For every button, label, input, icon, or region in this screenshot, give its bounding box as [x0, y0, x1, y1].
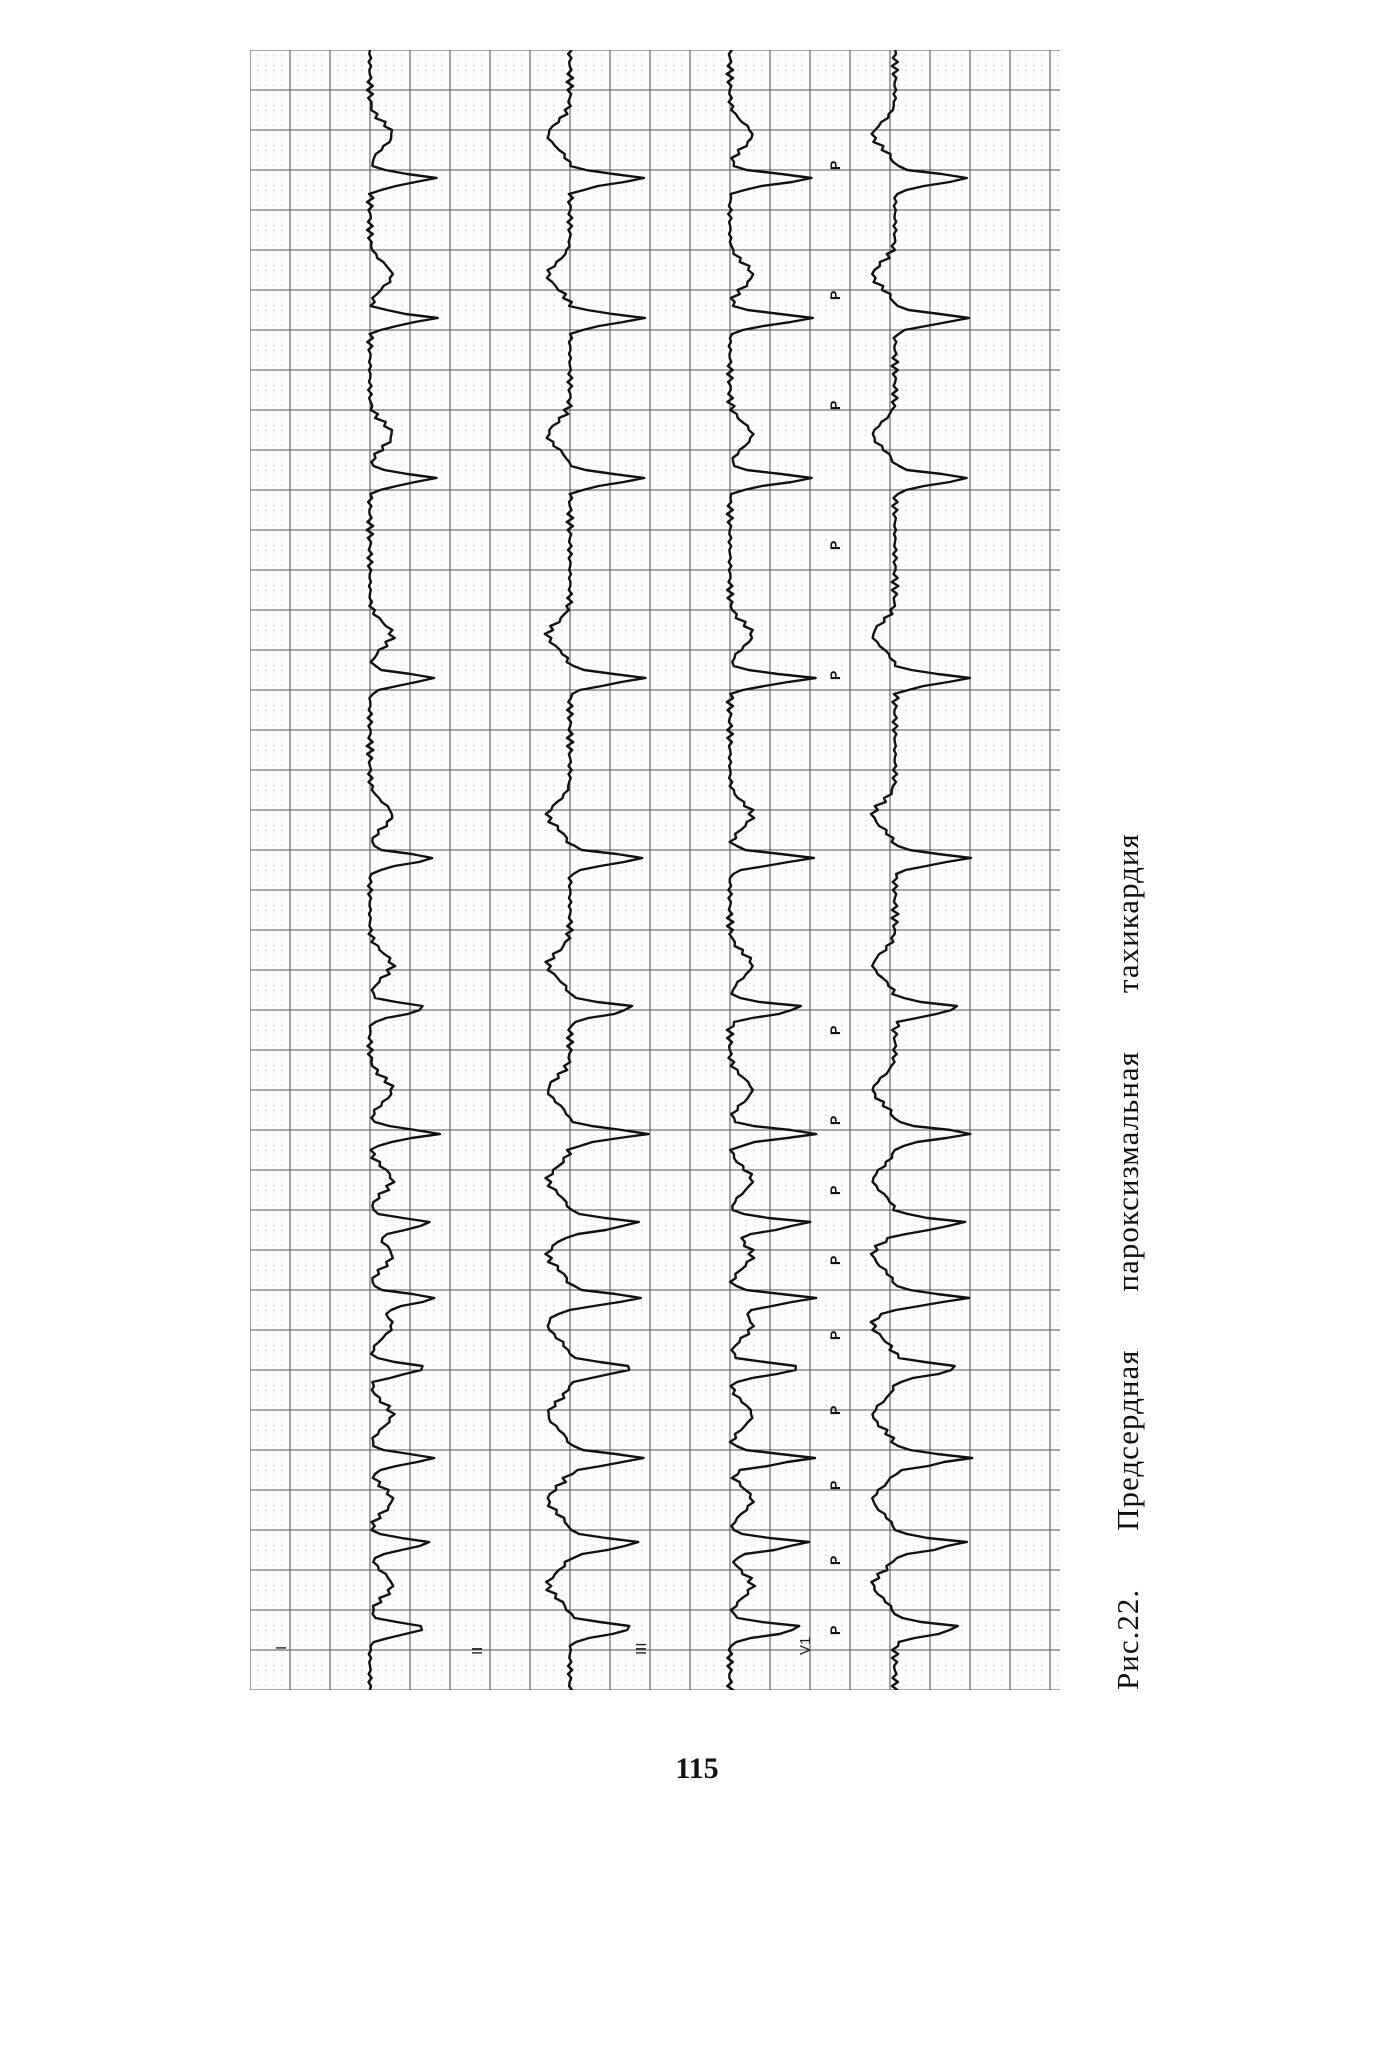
lead-label-III: III — [633, 1642, 650, 1655]
p-wave-marker: P — [827, 1625, 843, 1635]
caption-word-2: пароксизмальная — [1110, 1051, 1145, 1292]
p-wave-marker: P — [827, 1115, 843, 1125]
caption-word-1: Предсердная — [1110, 1349, 1145, 1531]
ecg-trace-lead-I — [367, 50, 440, 1690]
ecg-trace-lead-V1 — [871, 50, 972, 1690]
page-number: 115 — [675, 1752, 719, 1785]
p-wave-marker: P — [827, 160, 843, 170]
lead-label-I: I — [273, 1645, 290, 1650]
p-wave-marker: P — [827, 1555, 843, 1565]
ecg-trace-lead-III — [727, 50, 817, 1690]
p-wave-marker: P — [827, 1480, 843, 1490]
p-wave-marker: P — [827, 290, 843, 300]
p-wave-markers — [827, 161, 843, 1635]
p-wave-marker: P — [827, 540, 843, 550]
p-wave-marker: P — [827, 1255, 843, 1265]
ecg-chart — [250, 50, 1060, 1690]
ecg-trace-lead-II — [545, 50, 649, 1690]
figure-caption — [1110, 790, 1146, 1690]
caption-word-3: тахикардия — [1110, 833, 1145, 994]
caption-figure-number: Рис.22. — [1110, 1588, 1145, 1690]
ecg-figure — [250, 50, 1060, 1690]
p-wave-marker: P — [827, 670, 843, 680]
lead-label-II: II — [469, 1646, 486, 1655]
p-wave-marker: P — [827, 1185, 843, 1195]
p-wave-marker: P — [827, 1330, 843, 1340]
lead-label-V1: V1 — [797, 1636, 814, 1655]
p-wave-marker: P — [827, 400, 843, 410]
p-wave-marker: P — [827, 1025, 843, 1035]
ecg-traces — [367, 50, 973, 1690]
p-wave-marker: P — [827, 1405, 843, 1415]
ecg-grid-paper — [250, 50, 1060, 1690]
